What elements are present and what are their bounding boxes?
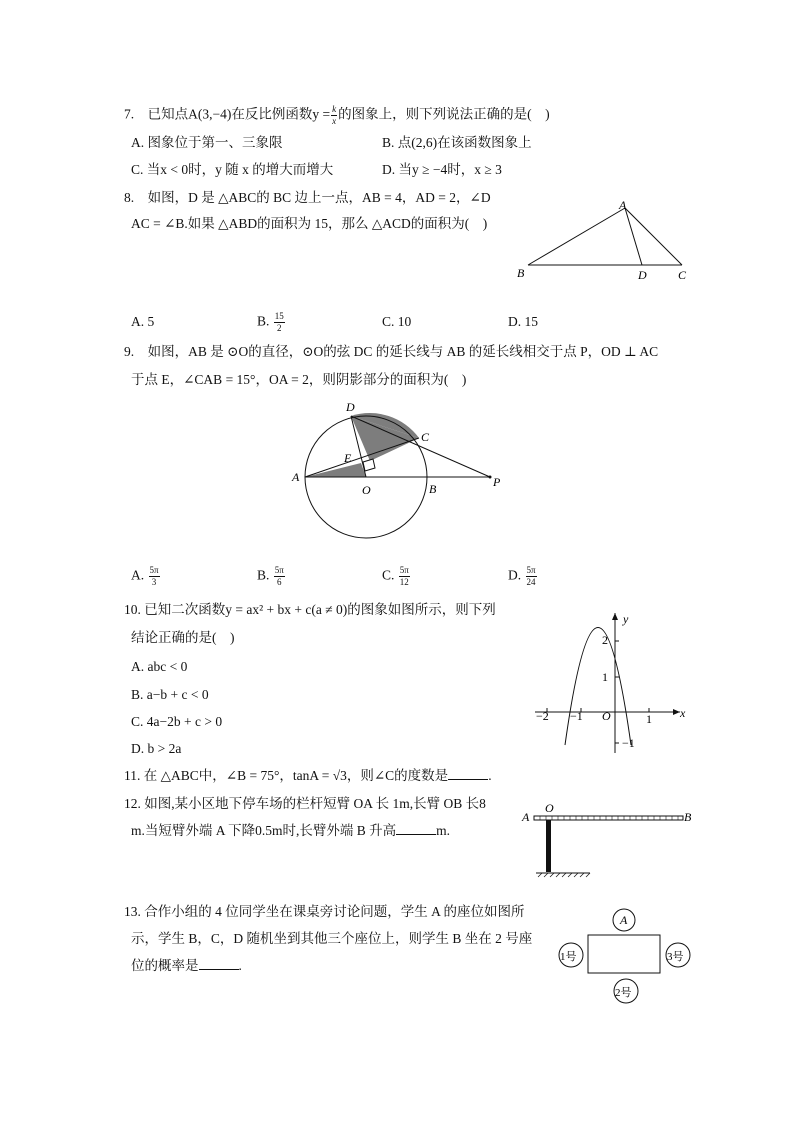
q9-circle-figure (285, 395, 515, 540)
q9-label-e: E (344, 451, 352, 465)
q10-xtick-1: 1 (646, 712, 652, 726)
q10-line1: 10. 已知二次函数y = ax² + bx + c(a ≠ 0)的图象如图所示，则下列 (124, 602, 496, 617)
q13-line2: 示，学生 B，C，D 随机坐到其他三个座位上，则学生 B 坐在 2 号座 (131, 931, 533, 946)
q7-fraction: $\frac{k}{x}$ (332, 104, 337, 126)
q8-option-b: B. $\frac{15}{2}$ (257, 311, 284, 333)
q10-tick-2: 2 (602, 633, 608, 647)
q10-option-d: D. b > 2a (131, 741, 182, 756)
q10-line2: 结论正确的是( ) (131, 630, 235, 645)
q8-line2: AC = ∠B.如果 △ABD的面积为 15，那么 △ACD的面积为( ) (131, 216, 488, 231)
q13-answer-blank[interactable] (199, 959, 239, 970)
q12-line2: m.当短臂外端 A 下降0.5m时,长臂外端 B 升高 m. (131, 823, 451, 838)
q12-barrier-figure (518, 798, 698, 880)
q9-label-p: P (493, 475, 501, 489)
q9-label-b: B (429, 482, 437, 496)
q9-label-o: O (362, 483, 371, 497)
q7-stem: 7. 已知点A(3,−4)在反比例函数y = $\frac{k}{x}$ 的图象上，则下列说法正确的是( ) (124, 104, 550, 126)
q10-label-x: x (680, 706, 686, 720)
q8-option-d: D. 15 (508, 314, 538, 329)
q9-option-b: B. $\frac{5\pi}{6}$ (257, 565, 284, 587)
q8-label-a: A (619, 198, 627, 212)
q9-label-d: D (346, 400, 355, 414)
q8-label-d: D (638, 268, 647, 282)
q13-line3: 位的概率是 . (131, 958, 242, 973)
q9-option-c: C. $\frac{5\pi}{12}$ (382, 565, 409, 587)
q10-option-b: B. a−b + c < 0 (131, 687, 209, 702)
q13-seating-figure (553, 905, 698, 1005)
q10-label-y: y (623, 612, 629, 626)
q11-text: 11. 在 △ABC中，∠B = 75°，tanA = √3，则∠C的度数是 . (124, 768, 492, 783)
q12-line1: 12. 如图,某小区地下停车场的栏杆短臂 OA 长 1m,长臂 OB 长8 (124, 796, 486, 811)
q10-tick-1: 1 (602, 670, 608, 684)
q10-xtick-neg2: −2 (536, 709, 549, 723)
q12-label-b: B (684, 810, 692, 824)
q8-label-b: B (517, 266, 525, 280)
q13-seat-1: 1号 (560, 951, 577, 963)
q12-answer-blank[interactable] (396, 824, 436, 835)
q9-label-a: A (292, 470, 300, 484)
q8-triangle-figure (500, 195, 700, 287)
q13-seat-a: A (620, 913, 628, 927)
q13-line1: 13. 合作小组的 4 位同学坐在课桌旁讨论问题，学生 A 的座位如图所 (124, 904, 525, 919)
q9-line2: 于点 E，∠CAB = 15°，OA = 2，则阴影部分的面积为( ) (131, 372, 467, 387)
q9-option-d: D. $\frac{5\pi}{24}$ (508, 565, 536, 587)
q13-seat-2: 2号 (615, 987, 632, 999)
q10-tick-neg1: −1 (622, 736, 635, 750)
q7-option-b: B. 点(2,6)在该函数图象上 (382, 135, 532, 150)
q8-line1: 8. 如图，D 是 △ABC的 BC 边上一点，AB = 4，AD = 2，∠D (124, 190, 491, 205)
q10-option-a: A. abc < 0 (131, 659, 188, 674)
q10-option-c: C. 4a−2b + c > 0 (131, 714, 223, 729)
q9-line1: 9. 如图，AB 是 ⊙O的直径，⊙O的弦 DC 的延长线与 AB 的延长线相交于点 P，OD ⊥ AC (124, 344, 659, 359)
q10-parabola-figure (530, 605, 695, 755)
q7-option-d: D. 当y ≥ −4时，x ≥ 3 (382, 162, 502, 177)
q9-option-a: A. $\frac{5\pi}{3}$ (131, 565, 159, 587)
q8-option-c: C. 10 (382, 314, 412, 329)
q7-option-c: C. 当x < 0时，y 随 x 的增大而增大 (131, 162, 334, 177)
q9-label-c: C (421, 430, 430, 444)
q10-xtick-neg1: −1 (570, 709, 583, 723)
q11-answer-blank[interactable] (448, 769, 488, 780)
q13-seat-3: 3号 (667, 951, 684, 963)
q7-option-a: A. 图象位于第一、三象限 (131, 135, 283, 150)
q10-origin: O (602, 709, 611, 723)
q8-option-a: A. 5 (131, 314, 155, 329)
q12-label-o: O (545, 801, 554, 815)
q8-label-c: C (678, 268, 687, 282)
q12-label-a: A (522, 810, 530, 824)
